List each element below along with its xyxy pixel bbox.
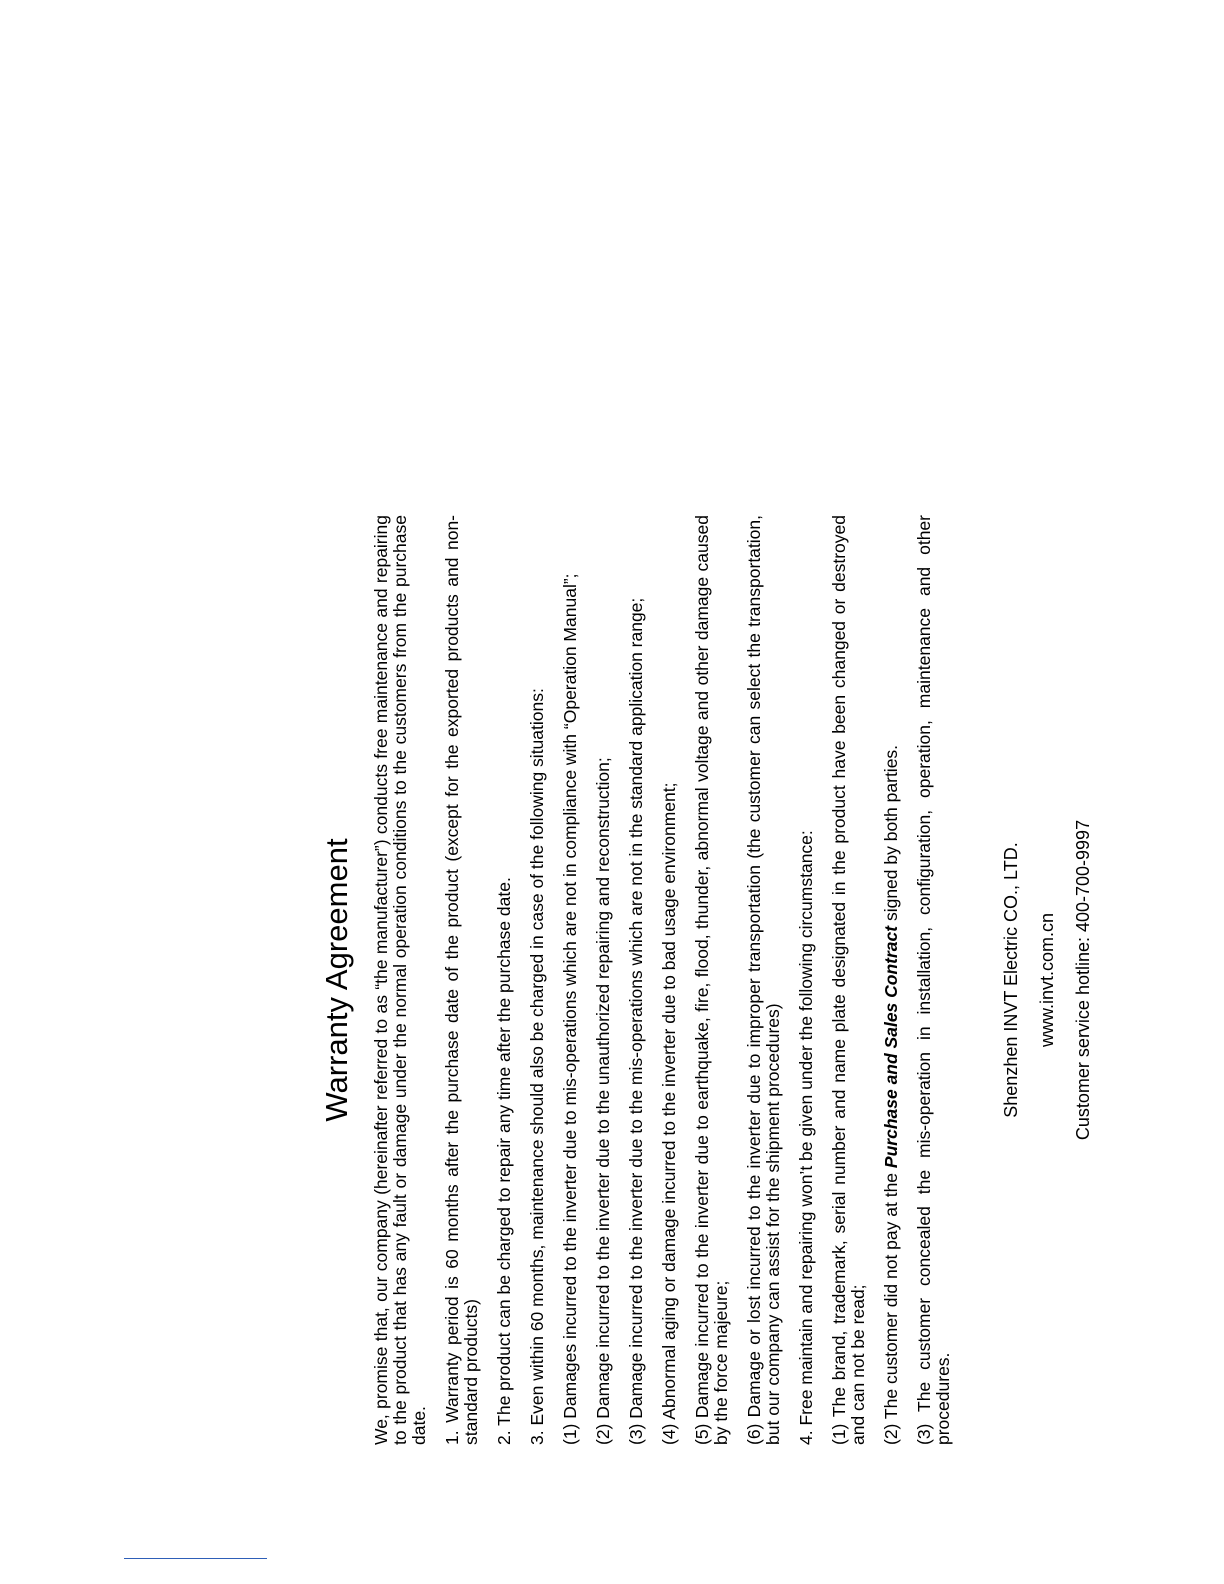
- clause-4-item-2-before: (2) The customer did not pay at the: [881, 1168, 902, 1445]
- clause-3-item-3: (3) Damage incurred to the inverter due to the mis-operations which are not in the standard application range;: [626, 597, 647, 1445]
- service-hotline: Customer service hotline: 400-700-9997: [1073, 819, 1094, 1141]
- clause-4-item-3: (3) The customer concealed the mis-operation in installation, configuration, operation, maintenance and other procedures.: [914, 515, 954, 1445]
- contract-name: Purchase and Sales Contract: [881, 925, 902, 1169]
- company-name: Shenzhen INVT Electric CO., LTD.: [1001, 842, 1022, 1118]
- clause-3-item-6: (6) Damage or lost incurred to the inverter due to improper transportation (the customer can select the transportation, but our company can assist for the shipment procedures): [744, 515, 784, 1445]
- clause-4: 4. Free maintain and repairing won’t be given under the following circumstance:: [796, 830, 817, 1445]
- clause-3-item-5: (5) Damage incurred to the inverter due to earthquake, fire, flood, thunder, abnormal voltage and other damage caused by the force majeure;: [692, 515, 732, 1445]
- clause-3-item-4: (4) Abnormal aging or damage incurred to the inverter due to bad usage environment;: [659, 782, 680, 1445]
- clause-3: 3. Even within 60 months, maintenance should also be charged in case of the following situations:: [527, 688, 548, 1445]
- intro-paragraph: We, promise that, our company (hereinafter referred to as “the manufacturer”) conducts free maintenance and repairing to the product that has any fault or damage under the normal operation conditions to the customers from the purchase date.: [371, 515, 430, 1445]
- clause-4-item-1: (1) The brand, trademark, serial number and name plate designated in the product have been changed or destroyed and can not be read;: [829, 515, 869, 1445]
- clause-3-item-2: (2) Damage incurred to the inverter due to the unauthorized repairing and reconstruction;: [593, 757, 614, 1445]
- clause-4-item-2-after: signed by both parties.: [881, 744, 902, 926]
- clause-3-item-1: (1) Damages incurred to the inverter due to mis-operations which are not in compliance with “Operation Manual”;: [560, 573, 581, 1445]
- clause-2: 2. The product can be charged to repair any time after the purchase date.: [494, 877, 515, 1445]
- warranty-document: [320, 515, 1140, 1445]
- company-footer: [993, 515, 1101, 1445]
- footnote-divider: [124, 1558, 267, 1559]
- clause-4-item-2: [882, 515, 901, 1445]
- clause-1: 1. Warranty period is 60 months after the purchase date of the product (except for the exported products and non-standard products): [442, 515, 482, 1445]
- company-website: www.invt.com.cn: [1037, 912, 1058, 1048]
- page-title: Warranty Agreement: [319, 838, 354, 1122]
